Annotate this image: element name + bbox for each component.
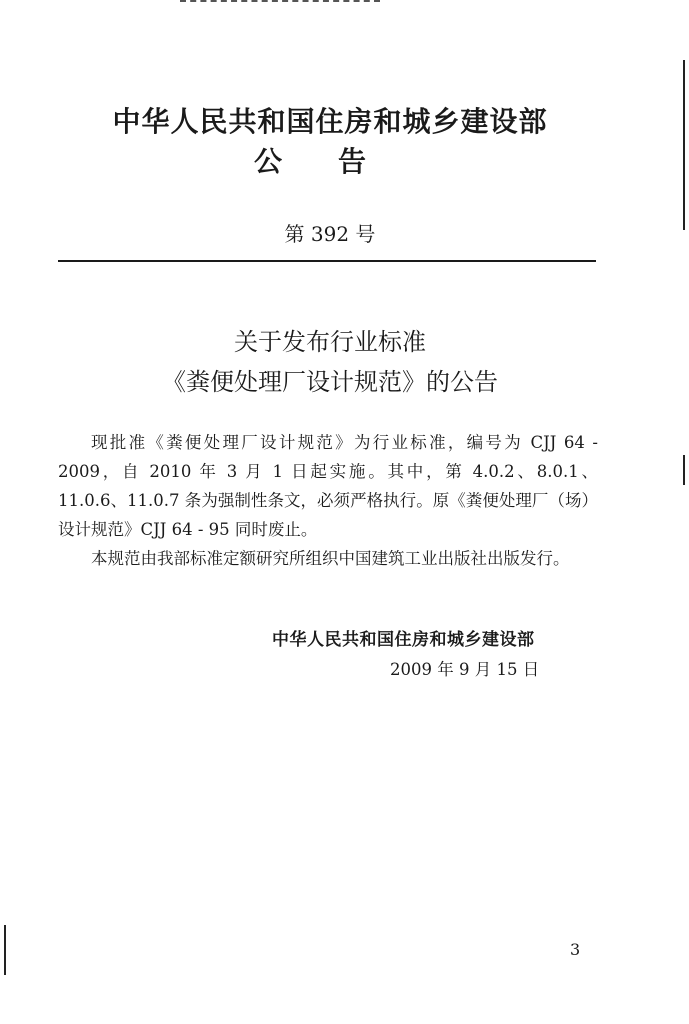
body-paragraph-2: 本规范由我部标准定额研究所组织中国建筑工业出版社出版发行。	[91, 549, 570, 568]
header-doc-type: 公告	[253, 145, 422, 178]
scan-edge-mark-left	[4, 925, 6, 975]
header-divider	[58, 260, 596, 262]
page-number: 3	[570, 940, 581, 959]
body-paragraph-1: 现批准《粪便处理厂设计规范》为行业标准，编号为 CJJ 64 - 2009，自 2010 年 3 月 1 日起实施。其中，第 4.0.2、8.0.1、11.0.6、11.0.7 条为强制性条文，必须严格执行。原《粪便处理厂（场）设计规范》CJJ 64 - 95 同时废止。	[58, 433, 598, 539]
signature-date: 2009 年 9 月 15 日	[390, 660, 540, 679]
doc-number: 第 392 号	[284, 222, 376, 246]
scan-edge-mark-right	[683, 60, 685, 230]
notice-title-line-2: 《粪便处理厂设计规范》的公告	[162, 368, 498, 396]
notice-body	[58, 428, 598, 573]
scan-artifact-top	[180, 0, 380, 5]
signature-org: 中华人民共和国住房和城乡建设部	[272, 630, 535, 650]
scan-edge-mark-right-lower	[683, 455, 685, 485]
header-org-title: 中华人民共和国住房和城乡建设部	[112, 105, 548, 138]
notice-title-line-1: 关于发布行业标准	[234, 328, 426, 356]
